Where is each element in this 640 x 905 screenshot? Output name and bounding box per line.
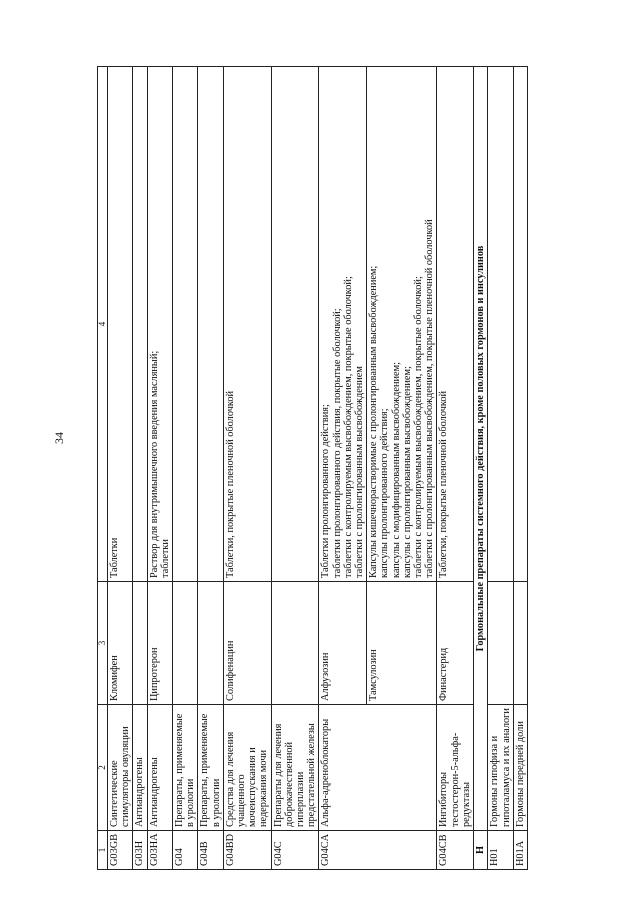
dosage-form: капсулы с модифицированным высвобождением; [390,362,402,578]
table-header-row [98,67,108,870]
drug-name [198,582,223,705]
atc-code: G04CB [437,831,474,870]
dosage-form: Раствор для внутримышечного введения масляный; [148,350,160,578]
group-name: Препараты, применяемые в урологии [173,705,198,831]
dosage-forms [108,67,133,582]
drug-name: Алфузозин [319,582,367,705]
dosage-forms [319,67,367,582]
atc-code: H01 [488,831,513,870]
dosage-forms [513,67,527,582]
table-row [223,67,271,870]
table-row [108,67,133,870]
atc-code: G04C [271,831,319,870]
dosage-forms [147,67,172,582]
group-name: Средства для лечения учащенного мочеиспускания и недержания мочи [223,705,271,831]
group-name: Альфа-адреноблокаторы [319,705,437,831]
atc-code: G03GB [108,831,133,870]
dosage-form: таблетки с пролонгированным высвобождением [354,366,366,578]
atc-code: H01A [513,831,527,870]
table-row [173,67,198,870]
group-name: Синтетические стимуляторы овуляции [108,705,133,831]
dosage-form: Таблетки [109,537,120,578]
table-row [147,67,172,870]
dosage-form: капсулы пролонгированного действия; [379,408,391,578]
atc-code: G03HA [147,831,172,870]
dosage-form: капсулы с пролонгированным высвобождением; [401,366,413,578]
drug-name: Ципротерон [147,582,172,705]
atc-code: G04B [198,831,223,870]
atc-code: G03H [133,831,147,870]
drug-name [513,582,527,705]
drug-name [271,582,319,705]
dosage-form: таблетки с контролируемым высвобождением, покрытые оболочкой; [342,276,354,578]
dosage-form: таблетки с контролируемым высвобождением, покрытые оболочкой; [413,276,425,578]
table-row [319,67,367,870]
group-name: Ингибиторы тестостерон-5-альфа-редуктазы [437,705,474,831]
dosage-form: Капсулы кишечнорастворимые с пролонгированным высвобождением; [368,265,380,578]
dosage-forms [173,67,198,582]
dosage-forms [488,67,513,582]
dosage-forms [133,67,147,582]
group-name: Гормоны гипофиза и гипоталамуса и их аналоги [488,705,513,831]
dosage-forms [223,67,271,582]
drug-name [488,582,513,705]
atc-code: G04 [173,831,198,870]
section-row [474,67,488,870]
column-header: 4 [98,67,108,582]
drug-name [173,582,198,705]
drug-name: Кломифен [108,582,133,705]
section-code: H [474,831,488,870]
table-row [488,67,513,870]
dosage-form: таблетки [159,539,171,578]
group-name: Препараты, применяемые в урологии [198,705,223,831]
atc-code: G04BD [223,831,271,870]
dosage-forms [437,67,474,582]
group-name: Антиандрогены [147,705,172,831]
dosage-forms [367,67,437,582]
atc-code: G04CA [319,831,437,870]
table-row [271,67,319,870]
drug-name: Солифенацин [223,582,271,705]
dosage-form: Таблетки пролонгированного действия; [320,404,332,578]
column-header: 2 [98,705,108,831]
table-row [198,67,223,870]
page-number: 34 [52,432,66,444]
column-header: 1 [98,831,108,870]
dosage-form: таблетки пролонгированного действия, покрытые оболочкой; [331,308,343,578]
drug-table [97,66,528,870]
drug-table-sheet [97,67,581,870]
group-name: Антиандрогены [133,705,147,831]
dosage-form: Таблетки, покрытые пленочной оболочкой [224,390,236,578]
column-header: 3 [98,582,108,705]
dosage-form: таблетки с пролонгированным высвобождением, покрытые пленочной оболочкой [424,219,436,578]
dosage-forms [198,67,223,582]
table-row [133,67,147,870]
table-row [513,67,527,870]
drug-name [133,582,147,705]
dosage-form: Таблетки, покрытые пленочной оболочкой [438,390,450,578]
group-name: Гормоны передней доли [513,705,527,831]
group-name: Препараты для лечения доброкачественной гиперплазии предстательной железы [271,705,319,831]
dosage-forms [271,67,319,582]
drug-name: Финастерид [437,582,474,705]
drug-name: Тамсулозин [367,582,437,705]
table-row [437,67,474,870]
section-title: Гормональные препараты системного действия, кроме половых гормонов и инсулинов [474,67,488,831]
